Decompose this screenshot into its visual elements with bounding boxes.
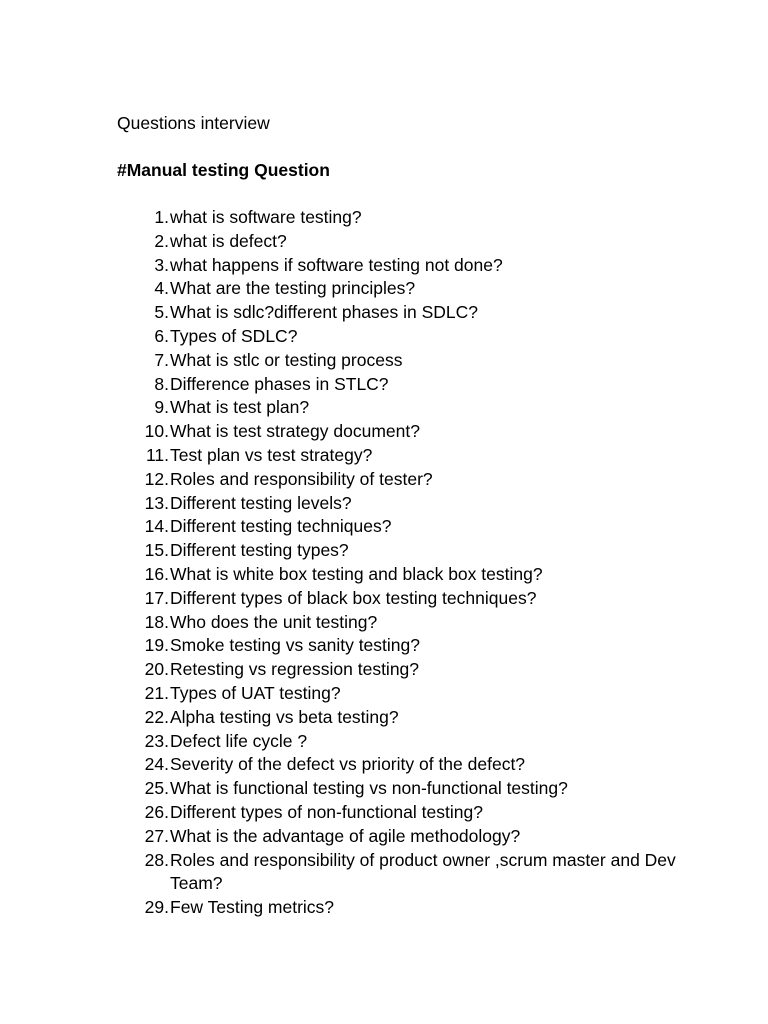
question-number: 14. xyxy=(144,516,169,537)
question-number: 8. xyxy=(154,373,169,394)
section-heading: #Manual testing Question xyxy=(117,160,330,180)
question-item xyxy=(117,254,677,278)
question-item xyxy=(117,539,677,563)
question-number: 2. xyxy=(154,230,169,251)
question-text: Alpha testing vs beta testing? xyxy=(170,706,399,727)
question-number: 19. xyxy=(144,635,169,656)
question-item xyxy=(117,896,677,920)
question-text: Different testing types? xyxy=(170,540,349,561)
question-item xyxy=(117,634,677,658)
question-text: What is white box testing and black box testing? xyxy=(170,563,543,584)
question-item xyxy=(117,587,677,611)
question-text: Different testing techniques? xyxy=(170,516,392,537)
question-item xyxy=(117,444,677,468)
question-text: What is test plan? xyxy=(170,397,310,418)
question-number: 26. xyxy=(144,801,169,822)
question-number: 10. xyxy=(144,421,169,442)
question-number: 17. xyxy=(144,587,169,608)
question-text: What is sdlc?different phases in SDLC? xyxy=(170,302,479,323)
question-text: What is the advantage of agile methodology? xyxy=(170,825,521,846)
question-number: 23. xyxy=(144,730,169,751)
question-item xyxy=(117,658,677,682)
question-text: Different testing levels? xyxy=(170,492,352,513)
question-item xyxy=(117,563,677,587)
question-text: Smoke testing vs sanity testing? xyxy=(170,635,420,656)
question-item xyxy=(117,777,677,801)
question-number: 6. xyxy=(154,325,169,346)
question-item xyxy=(117,325,677,349)
question-text: Who does the unit testing? xyxy=(170,611,378,632)
question-text: What are the testing principles? xyxy=(170,278,416,299)
question-item xyxy=(117,825,677,849)
question-text: Roles and responsibility of tester? xyxy=(170,468,433,489)
question-item xyxy=(117,420,677,444)
question-number: 22. xyxy=(144,706,169,727)
question-item xyxy=(117,373,677,397)
question-text: Defect life cycle ? xyxy=(170,730,308,751)
question-number: 20. xyxy=(144,659,169,680)
question-item xyxy=(117,801,677,825)
question-item xyxy=(117,206,677,230)
question-number: 16. xyxy=(144,563,169,584)
question-number: 11. xyxy=(145,444,169,465)
question-text: Types of UAT testing? xyxy=(170,682,341,703)
question-text: Few Testing metrics? xyxy=(170,897,335,918)
question-number: 18. xyxy=(144,611,169,632)
question-item xyxy=(117,349,677,373)
question-number: 5. xyxy=(154,302,169,323)
question-number: 21. xyxy=(144,682,169,703)
question-number: 15. xyxy=(144,540,169,561)
question-item xyxy=(117,396,677,420)
question-number: 27. xyxy=(144,825,169,846)
question-number: 12. xyxy=(144,468,169,489)
question-number: 1. xyxy=(154,207,169,227)
question-item xyxy=(117,753,677,777)
question-text: what is defect? xyxy=(170,230,287,251)
question-item xyxy=(117,492,677,516)
question-text: Roles and responsibility of product owner ,scrum master and Dev Team? xyxy=(170,849,676,894)
question-item xyxy=(117,515,677,539)
question-text: What is stlc or testing process xyxy=(170,349,403,370)
question-item xyxy=(117,730,677,754)
question-number: 24. xyxy=(144,754,169,775)
question-text: Different types of non-functional testing? xyxy=(170,801,483,822)
question-item xyxy=(117,468,677,492)
question-number: 7. xyxy=(154,349,169,370)
question-text: Test plan vs test strategy? xyxy=(170,444,373,465)
question-item xyxy=(117,849,677,897)
question-number: 3. xyxy=(154,254,169,275)
question-item xyxy=(117,277,677,301)
question-text: Retesting vs regression testing? xyxy=(170,659,420,680)
question-item xyxy=(117,301,677,325)
question-number: 29. xyxy=(144,897,169,918)
question-text: Different types of black box testing techniques? xyxy=(170,587,537,608)
question-number: 28. xyxy=(144,849,169,870)
question-number: 25. xyxy=(144,778,169,799)
question-item xyxy=(117,230,677,254)
question-list xyxy=(117,206,677,920)
question-number: 13. xyxy=(144,492,169,513)
question-item xyxy=(117,706,677,730)
question-text: Difference phases in STLC? xyxy=(170,373,389,394)
question-text: what happens if software testing not done? xyxy=(170,254,503,275)
question-text: What is functional testing vs non-functional testing? xyxy=(170,778,568,799)
question-number: 9. xyxy=(154,397,169,418)
question-item xyxy=(117,611,677,635)
question-text: Types of SDLC? xyxy=(170,325,298,346)
question-text: Severity of the defect vs priority of the defect? xyxy=(170,754,526,775)
question-number: 4. xyxy=(154,278,169,299)
question-text: What is test strategy document? xyxy=(170,421,420,442)
document-title: Questions interview xyxy=(117,113,270,133)
question-item xyxy=(117,682,677,706)
question-text: what is software testing? xyxy=(170,207,362,227)
